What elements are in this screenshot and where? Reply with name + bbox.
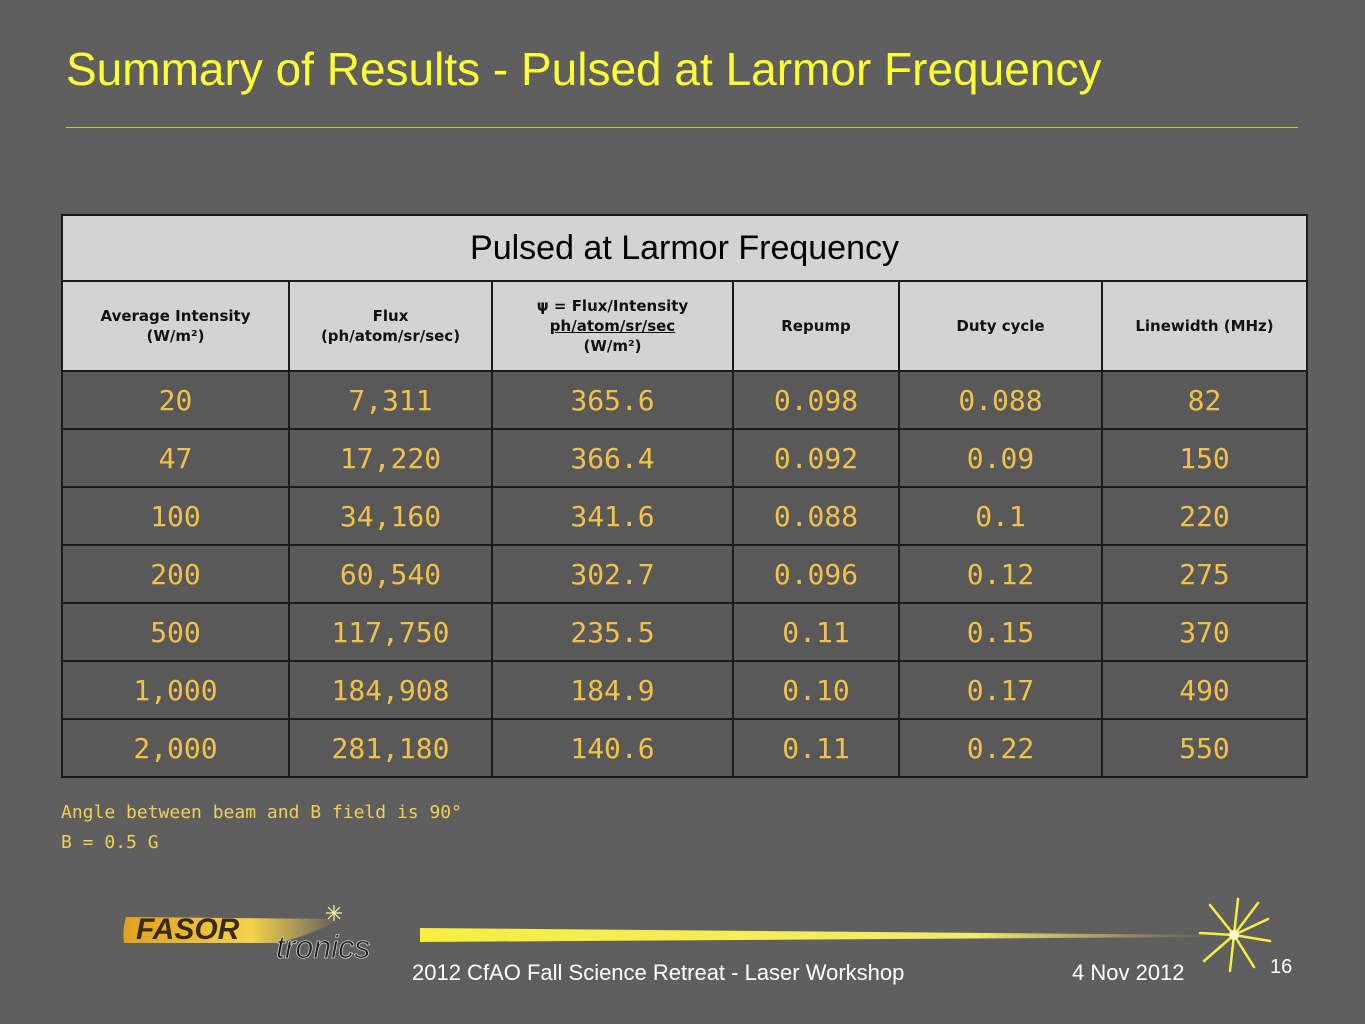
laser-beam-line [420,926,1210,946]
starburst-icon [1196,897,1272,973]
header-numerator: ph/atom/sr/sec [549,317,676,335]
table-cell: 366.4 [492,429,733,487]
table-cell: 550 [1102,719,1307,777]
title-divider [66,127,1298,128]
table-cell: 365.6 [492,371,733,429]
header-linewidth: Linewidth (MHz) [1102,281,1307,371]
header-denominator: (W/m²) [583,337,642,355]
table-cell: 20 [62,371,289,429]
table-cell: 0.096 [733,545,899,603]
table-cell: 17,220 [289,429,492,487]
table-cell: 200 [62,545,289,603]
table-cell: 0.098 [733,371,899,429]
table-cell: 0.1 [899,487,1102,545]
header-unit: (ph/atom/sr/sec) [320,327,461,345]
header-duty-cycle: Duty cycle [899,281,1102,371]
table-cell: 100 [62,487,289,545]
table-cell: 34,160 [289,487,492,545]
logo-fasor-text: FASOR [136,913,240,946]
table-row [62,487,1307,545]
page-number: 16 [1270,956,1293,978]
table-cell: 184.9 [492,661,733,719]
table-cell: 0.092 [733,429,899,487]
header-psi [492,281,733,371]
table-cell: 1,000 [62,661,289,719]
header-unit: (W/m²) [146,327,205,345]
table-caption: Pulsed at Larmor Frequency [62,215,1307,281]
table-cell: 500 [62,603,289,661]
table-cell: 370 [1102,603,1307,661]
table-row [62,719,1307,777]
results-table [61,214,1308,778]
table-cell: 341.6 [492,487,733,545]
table-cell: 140.6 [492,719,733,777]
table-cell: 0.11 [733,719,899,777]
table-cell: 0.15 [899,603,1102,661]
table-cell: 47 [62,429,289,487]
table-cell: 2,000 [62,719,289,777]
table-cell: 0.22 [899,719,1102,777]
table-cell: 117,750 [289,603,492,661]
table-cell: 150 [1102,429,1307,487]
table-cell: 302.7 [492,545,733,603]
table-cell: 0.10 [733,661,899,719]
table-cell: 7,311 [289,371,492,429]
header-text: Flux [372,307,409,325]
header-text: ψ = Flux/Intensity [536,297,689,315]
table-row [62,545,1307,603]
table-cell: 0.09 [899,429,1102,487]
header-text: Average Intensity [100,307,251,325]
table-row [62,371,1307,429]
table-row [62,661,1307,719]
table-cell: 60,540 [289,545,492,603]
table-cell: 220 [1102,487,1307,545]
header-flux [289,281,492,371]
table-cell: 0.17 [899,661,1102,719]
slide-title: Summary of Results - Pulsed at Larmor Frequency [66,43,1102,95]
angle-note: Angle between beam and B field is 90° [61,802,462,823]
table-cell: 490 [1102,661,1307,719]
table-cell: 275 [1102,545,1307,603]
header-repump: Repump [733,281,899,371]
field-note: B = 0.5 G [61,832,159,853]
logo-tronics-text: tronics [276,929,371,965]
footer-date: 4 Nov 2012 [1072,960,1185,985]
table-cell: 184,908 [289,661,492,719]
footer-event: 2012 CfAO Fall Science Retreat - Laser Workshop [412,960,905,985]
table-cell: 0.12 [899,545,1102,603]
table-cell: 0.088 [733,487,899,545]
table-cell: 281,180 [289,719,492,777]
table-cell: 82 [1102,371,1307,429]
table-row [62,429,1307,487]
table-cell: 235.5 [492,603,733,661]
table-cell: 0.088 [899,371,1102,429]
table-cell: 0.11 [733,603,899,661]
sparkle-icon [326,905,342,921]
header-average-intensity [62,281,289,371]
fasortronics-logo [118,903,418,975]
table-row [62,603,1307,661]
